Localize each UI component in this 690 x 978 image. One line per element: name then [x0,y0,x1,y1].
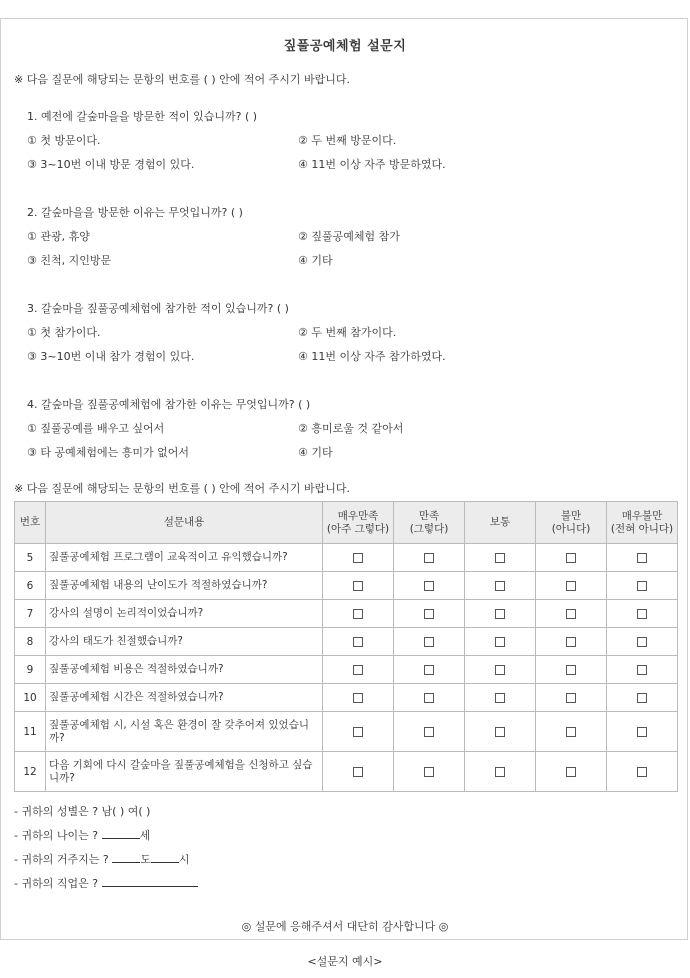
checkbox-dissatisfied[interactable] [566,609,576,619]
header-very-dissatisfied: 매우불만 (전혀 아니다) [607,502,678,544]
header-dissatisfied: 불만 (아니다) [536,502,607,544]
checkbox-dissatisfied[interactable] [566,637,576,647]
question-1: 1. 예전에 갈숲마을을 방문한 적이 있습니까? ( ) [27,110,258,123]
table-row [15,656,678,684]
table-row [15,712,678,752]
checkbox-neutral[interactable] [495,693,505,703]
checkbox-dissatisfied[interactable] [566,767,576,777]
header-no: 번호 [15,502,46,544]
instructions-2: ※ 다음 질문에 해당되는 문항의 번호를 ( ) 안에 적어 주시기 바랍니다. [14,482,351,495]
checkbox-very-satisfied[interactable] [353,665,363,675]
survey-title: 짚풀공예체험 설문지 [283,39,407,54]
checkbox-satisfied[interactable] [424,609,434,619]
question-4-option-1[interactable]: ① 짚풀공예를 배우고 싶어서 [27,422,165,435]
question-1-option-4[interactable]: ④ 11번 이상 자주 방문하였다. [298,158,446,171]
table-row [15,684,678,712]
checkbox-very-satisfied[interactable] [353,609,363,619]
question-3-option-1[interactable]: ① 첫 참가이다. [27,326,101,339]
residence-question: - 귀하의 거주지는 ? 도 시 [14,853,190,866]
row-number: 11 [15,712,46,752]
row-question: 짚풀공예체험 시, 시설 혹은 환경이 잘 갖추어져 있었습니까? [46,712,323,752]
header-satisfied: 만족 (그렇다) [394,502,465,544]
checkbox-very-dissatisfied[interactable] [637,727,647,737]
row-question: 강사의 설명이 논리적이었습니까? [46,600,323,628]
header-neutral: 보통 [465,502,536,544]
row-number: 6 [15,572,46,600]
city-blank[interactable] [151,851,179,863]
checkbox-very-dissatisfied[interactable] [637,553,647,563]
row-question: 짚풀공예체험 내용의 난이도가 적절하였습니까? [46,572,323,600]
table-row [15,752,678,792]
row-number: 12 [15,752,46,792]
checkbox-very-dissatisfied[interactable] [637,609,647,619]
question-1-option-3[interactable]: ③ 3~10번 이내 방문 경험이 있다. [27,158,195,171]
checkbox-very-dissatisfied[interactable] [637,665,647,675]
question-4-option-4[interactable]: ④ 기타 [298,446,333,459]
checkbox-very-satisfied[interactable] [353,553,363,563]
checkbox-neutral[interactable] [495,767,505,777]
figure-caption: <설문지 예시> [307,955,383,968]
table-row [15,628,678,656]
question-2-option-2[interactable]: ② 짚풀공예체험 참가 [298,230,400,243]
instructions: ※ 다음 질문에 해당되는 문항의 번호를 ( ) 안에 적어 주시기 바랍니다. [14,73,351,86]
question-4-option-3[interactable]: ③ 타 공예체험에는 흥미가 없어서 [27,446,189,459]
question-3-option-2[interactable]: ② 두 번째 참가이다. [298,326,397,339]
gender-question: - 귀하의 성별은 ? 남( ) 여( ) [14,805,151,818]
question-2-option-1[interactable]: ① 관광, 휴양 [27,230,90,243]
province-blank[interactable] [112,851,140,863]
checkbox-dissatisfied[interactable] [566,693,576,703]
row-question: 짚풀공예체험 프로그램이 교육적이고 유익했습니까? [46,544,323,572]
checkbox-very-dissatisfied[interactable] [637,581,647,591]
checkbox-neutral[interactable] [495,609,505,619]
header-very-satisfied: 매우만족 (아주 그렇다) [323,502,394,544]
checkbox-satisfied[interactable] [424,727,434,737]
checkbox-dissatisfied[interactable] [566,553,576,563]
checkbox-neutral[interactable] [495,581,505,591]
checkbox-satisfied[interactable] [424,553,434,563]
checkbox-very-satisfied[interactable] [353,767,363,777]
checkbox-satisfied[interactable] [424,665,434,675]
job-question: - 귀하의 직업은 ? [14,875,198,891]
question-2: 2. 갈숲마을을 방문한 이유는 무엇입니까? ( ) [27,206,243,219]
checkbox-neutral[interactable] [495,637,505,647]
question-3-option-4[interactable]: ④ 11번 이상 자주 참가하였다. [298,350,446,363]
question-1-option-1[interactable]: ① 첫 방문이다. [27,134,101,147]
checkbox-dissatisfied[interactable] [566,727,576,737]
row-question: 짚풀공예체험 시간은 적절하였습니까? [46,684,323,712]
row-question: 짚풀공예체험 비용은 적절하였습니까? [46,656,323,684]
checkbox-very-satisfied[interactable] [353,727,363,737]
closing-message: ◎ 설문에 응해주셔서 대단히 감사합니다 ◎ [241,920,449,933]
row-number: 9 [15,656,46,684]
age-question: - 귀하의 나이는 ? 세 [14,829,151,842]
checkbox-very-dissatisfied[interactable] [637,693,647,703]
checkbox-satisfied[interactable] [424,581,434,591]
question-3-option-3[interactable]: ③ 3~10번 이내 참가 경험이 있다. [27,350,195,363]
checkbox-very-satisfied[interactable] [353,637,363,647]
checkbox-neutral[interactable] [495,727,505,737]
question-3: 3. 갈숲마을 짚풀공예체험에 참가한 적이 있습니까? ( ) [27,302,289,315]
checkbox-satisfied[interactable] [424,767,434,777]
table-row [15,600,678,628]
row-number: 8 [15,628,46,656]
table-row [15,544,678,572]
checkbox-satisfied[interactable] [424,693,434,703]
row-question: 강사의 태도가 친절했습니까? [46,628,323,656]
checkbox-very-satisfied[interactable] [353,581,363,591]
satisfaction-table [14,501,678,792]
row-question: 다음 기회에 다시 갈숲마을 짚풀공예체험을 신청하고 싶습니까? [46,752,323,792]
question-2-option-4[interactable]: ④ 기타 [298,254,333,267]
checkbox-dissatisfied[interactable] [566,581,576,591]
table-header-row [15,502,678,544]
age-blank[interactable] [102,827,140,839]
table-row [15,572,678,600]
job-blank[interactable] [102,875,198,887]
row-number: 10 [15,684,46,712]
question-4-option-2[interactable]: ② 흥미로울 것 같아서 [298,422,404,435]
checkbox-very-dissatisfied[interactable] [637,637,647,647]
checkbox-satisfied[interactable] [424,637,434,647]
row-number: 7 [15,600,46,628]
header-content: 설문내용 [46,502,323,544]
checkbox-neutral[interactable] [495,665,505,675]
question-4: 4. 갈숲마을 짚풀공예체험에 참가한 이유는 무엇입니까? ( ) [27,398,311,411]
checkbox-very-satisfied[interactable] [353,693,363,703]
question-1-option-2[interactable]: ② 두 번째 방문이다. [298,134,397,147]
row-number: 5 [15,544,46,572]
checkbox-neutral[interactable] [495,553,505,563]
checkbox-dissatisfied[interactable] [566,665,576,675]
checkbox-very-dissatisfied[interactable] [637,767,647,777]
question-2-option-3[interactable]: ③ 친척, 지인방문 [27,254,112,267]
